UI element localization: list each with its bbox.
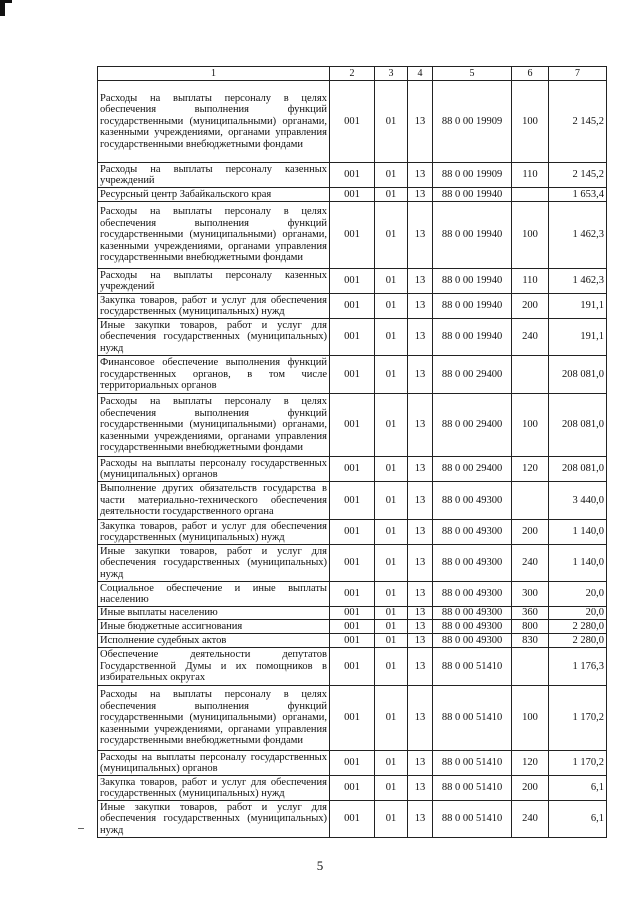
row-name: Финансовое обеспечение выполнения функций государственных органов, в том числе территориальных органов	[98, 356, 330, 394]
row-target: 88 0 00 19940	[433, 188, 512, 202]
row-amount: 1 462,3	[549, 202, 607, 269]
row-type: 110	[512, 269, 549, 294]
row-ministry: 001	[330, 648, 375, 686]
table-row	[98, 648, 607, 686]
row-subsection: 13	[408, 776, 433, 801]
row-amount: 208 081,0	[549, 356, 607, 394]
row-ministry: 001	[330, 545, 375, 582]
row-section: 01	[375, 81, 408, 163]
row-section: 01	[375, 294, 408, 319]
row-type: 200	[512, 294, 549, 319]
row-subsection: 13	[408, 648, 433, 686]
row-subsection: 13	[408, 356, 433, 394]
row-target: 88 0 00 19940	[433, 269, 512, 294]
row-target: 88 0 00 49300	[433, 607, 512, 620]
row-name: Исполнение судебных актов	[98, 634, 330, 648]
row-ministry: 001	[330, 457, 375, 482]
row-type: 240	[512, 319, 549, 356]
row-target: 88 0 00 29400	[433, 394, 512, 457]
row-name: Расходы на выплаты персоналу казенных учреждений	[98, 269, 330, 294]
scan-corner-mark	[0, 0, 14, 16]
row-target: 88 0 00 49300	[433, 620, 512, 634]
row-target: 88 0 00 51410	[433, 648, 512, 686]
row-ministry: 001	[330, 356, 375, 394]
row-type: 300	[512, 582, 549, 607]
row-type: 100	[512, 202, 549, 269]
table-row	[98, 394, 607, 457]
row-type: 830	[512, 634, 549, 648]
row-type	[512, 188, 549, 202]
row-target: 88 0 00 49300	[433, 582, 512, 607]
row-ministry: 001	[330, 81, 375, 163]
row-subsection: 13	[408, 81, 433, 163]
row-section: 01	[375, 520, 408, 545]
row-ministry: 001	[330, 686, 375, 751]
row-name: Ресурсный центр Забайкальского края	[98, 188, 330, 202]
row-subsection: 13	[408, 751, 433, 776]
row-section: 01	[375, 648, 408, 686]
header-cell: 3	[375, 67, 408, 81]
row-target: 88 0 00 49300	[433, 634, 512, 648]
row-target: 88 0 00 19940	[433, 202, 512, 269]
row-amount: 1 176,3	[549, 648, 607, 686]
row-ministry: 001	[330, 394, 375, 457]
row-name: Иные закупки товаров, работ и услуг для обеспечения государственных (муниципальных) нужд	[98, 801, 330, 838]
row-ministry: 001	[330, 202, 375, 269]
row-name: Иные выплаты населению	[98, 607, 330, 620]
row-section: 01	[375, 202, 408, 269]
row-target: 88 0 00 51410	[433, 751, 512, 776]
row-amount: 1 653,4	[549, 188, 607, 202]
header-cell: 5	[433, 67, 512, 81]
row-section: 01	[375, 269, 408, 294]
row-section: 01	[375, 188, 408, 202]
row-section: 01	[375, 620, 408, 634]
row-target: 88 0 00 49300	[433, 545, 512, 582]
row-amount: 1 170,2	[549, 751, 607, 776]
budget-table	[97, 66, 607, 838]
row-ministry: 001	[330, 582, 375, 607]
row-amount: 191,1	[549, 319, 607, 356]
row-subsection: 13	[408, 545, 433, 582]
row-amount: 2 280,0	[549, 634, 607, 648]
row-amount: 2 145,2	[549, 81, 607, 163]
table-row	[98, 634, 607, 648]
row-amount: 208 081,0	[549, 457, 607, 482]
row-ministry: 001	[330, 620, 375, 634]
row-target: 88 0 00 49300	[433, 482, 512, 520]
row-type	[512, 356, 549, 394]
row-ministry: 001	[330, 801, 375, 838]
row-section: 01	[375, 545, 408, 582]
row-amount: 6,1	[549, 801, 607, 838]
row-subsection: 13	[408, 686, 433, 751]
row-name: Расходы на выплаты персоналу в целях обеспечения выполнения функций государственными (муниципальными) органами, казенными учреждениями, органами управления государственными внебюджетными фондами	[98, 394, 330, 457]
margin-mark	[78, 828, 84, 829]
row-subsection: 13	[408, 607, 433, 620]
row-target: 88 0 00 49300	[433, 520, 512, 545]
row-amount: 20,0	[549, 582, 607, 607]
table-row	[98, 582, 607, 607]
row-ministry: 001	[330, 634, 375, 648]
row-subsection: 13	[408, 457, 433, 482]
row-subsection: 13	[408, 801, 433, 838]
row-section: 01	[375, 163, 408, 188]
table-header-row	[98, 67, 607, 81]
row-amount: 2 280,0	[549, 620, 607, 634]
table-row	[98, 801, 607, 838]
header-cell: 6	[512, 67, 549, 81]
row-ministry: 001	[330, 751, 375, 776]
row-target: 88 0 00 51410	[433, 776, 512, 801]
row-target: 88 0 00 19909	[433, 163, 512, 188]
row-subsection: 13	[408, 319, 433, 356]
row-name: Закупка товаров, работ и услуг для обеспечения государственных (муниципальных) нужд	[98, 520, 330, 545]
row-subsection: 13	[408, 202, 433, 269]
row-name: Обеспечение деятельности депутатов Государственной Думы и их помощников в избирательных округах	[98, 648, 330, 686]
row-amount: 191,1	[549, 294, 607, 319]
row-ministry: 001	[330, 294, 375, 319]
row-type: 200	[512, 776, 549, 801]
row-subsection: 13	[408, 394, 433, 457]
row-section: 01	[375, 634, 408, 648]
row-amount: 1 462,3	[549, 269, 607, 294]
row-section: 01	[375, 457, 408, 482]
row-type: 100	[512, 81, 549, 163]
row-name: Иные закупки товаров, работ и услуг для обеспечения государственных (муниципальных) нужд	[98, 545, 330, 582]
row-section: 01	[375, 582, 408, 607]
table-row	[98, 202, 607, 269]
row-subsection: 13	[408, 634, 433, 648]
row-amount: 3 440,0	[549, 482, 607, 520]
header-cell: 4	[408, 67, 433, 81]
row-subsection: 13	[408, 188, 433, 202]
row-name: Закупка товаров, работ и услуг для обеспечения государственных (муниципальных) нужд	[98, 294, 330, 319]
table-row	[98, 457, 607, 482]
row-amount: 20,0	[549, 607, 607, 620]
row-section: 01	[375, 394, 408, 457]
row-section: 01	[375, 686, 408, 751]
row-name: Иные закупки товаров, работ и услуг для обеспечения государственных (муниципальных) нужд	[98, 319, 330, 356]
row-section: 01	[375, 751, 408, 776]
row-target: 88 0 00 29400	[433, 457, 512, 482]
table-row	[98, 356, 607, 394]
header-cell: 7	[549, 67, 607, 81]
header-cell: 2	[330, 67, 375, 81]
table-row	[98, 520, 607, 545]
table-row	[98, 607, 607, 620]
row-type	[512, 648, 549, 686]
table-row	[98, 751, 607, 776]
row-subsection: 13	[408, 582, 433, 607]
row-type: 120	[512, 457, 549, 482]
row-type	[512, 482, 549, 520]
row-amount: 1 140,0	[549, 545, 607, 582]
row-name: Расходы на выплаты персоналу в целях обеспечения выполнения функций государственными (муниципальными) органами, казенными учреждениями, органами управления государственными внебюджетными фондами	[98, 81, 330, 163]
row-subsection: 13	[408, 482, 433, 520]
table-row	[98, 545, 607, 582]
table-row	[98, 81, 607, 163]
row-target: 88 0 00 19940	[433, 294, 512, 319]
row-subsection: 13	[408, 163, 433, 188]
row-name: Иные бюджетные ассигнования	[98, 620, 330, 634]
table-row	[98, 686, 607, 751]
table-row	[98, 294, 607, 319]
row-ministry: 001	[330, 319, 375, 356]
row-section: 01	[375, 801, 408, 838]
row-ministry: 001	[330, 776, 375, 801]
row-ministry: 001	[330, 520, 375, 545]
row-name: Расходы на выплаты персоналу казенных учреждений	[98, 163, 330, 188]
row-amount: 6,1	[549, 776, 607, 801]
row-name: Социальное обеспечение и иные выплаты населению	[98, 582, 330, 607]
table-row	[98, 188, 607, 202]
row-section: 01	[375, 356, 408, 394]
row-ministry: 001	[330, 482, 375, 520]
table-row	[98, 269, 607, 294]
row-type: 240	[512, 545, 549, 582]
row-section: 01	[375, 607, 408, 620]
row-type: 240	[512, 801, 549, 838]
table-row	[98, 776, 607, 801]
row-amount: 208 081,0	[549, 394, 607, 457]
row-type: 800	[512, 620, 549, 634]
row-name: Расходы на выплаты персоналу государственных (муниципальных) органов	[98, 751, 330, 776]
row-amount: 2 145,2	[549, 163, 607, 188]
row-amount: 1 140,0	[549, 520, 607, 545]
row-name: Расходы на выплаты персоналу в целях обеспечения выполнения функций государственными (муниципальными) органами, казенными учреждениями, органами управления государственными внебюджетными фондами	[98, 686, 330, 751]
row-name: Выполнение других обязательств государства в части материально-технического обеспечения деятельности государственного органа	[98, 482, 330, 520]
row-subsection: 13	[408, 520, 433, 545]
row-type: 200	[512, 520, 549, 545]
table-row	[98, 319, 607, 356]
row-type: 120	[512, 751, 549, 776]
table-row	[98, 620, 607, 634]
row-type: 100	[512, 394, 549, 457]
row-name: Расходы на выплаты персоналу государственных (муниципальных) органов	[98, 457, 330, 482]
row-name: Закупка товаров, работ и услуг для обеспечения государственных (муниципальных) нужд	[98, 776, 330, 801]
row-section: 01	[375, 482, 408, 520]
header-cell: 1	[98, 67, 330, 81]
row-amount: 1 170,2	[549, 686, 607, 751]
row-section: 01	[375, 319, 408, 356]
row-section: 01	[375, 776, 408, 801]
row-ministry: 001	[330, 188, 375, 202]
row-ministry: 001	[330, 269, 375, 294]
row-ministry: 001	[330, 163, 375, 188]
row-target: 88 0 00 51410	[433, 686, 512, 751]
page-number: 5	[316, 858, 324, 873]
row-target: 88 0 00 19909	[433, 81, 512, 163]
row-ministry: 001	[330, 607, 375, 620]
row-type: 100	[512, 686, 549, 751]
row-target: 88 0 00 29400	[433, 356, 512, 394]
row-subsection: 13	[408, 620, 433, 634]
row-subsection: 13	[408, 294, 433, 319]
row-name: Расходы на выплаты персоналу в целях обеспечения выполнения функций государственными (муниципальными) органами, казенными учреждениями, органами управления государственными внебюджетными фондами	[98, 202, 330, 269]
row-target: 88 0 00 19940	[433, 319, 512, 356]
table-row	[98, 482, 607, 520]
table-row	[98, 163, 607, 188]
row-target: 88 0 00 51410	[433, 801, 512, 838]
row-subsection: 13	[408, 269, 433, 294]
row-type: 110	[512, 163, 549, 188]
row-type: 360	[512, 607, 549, 620]
